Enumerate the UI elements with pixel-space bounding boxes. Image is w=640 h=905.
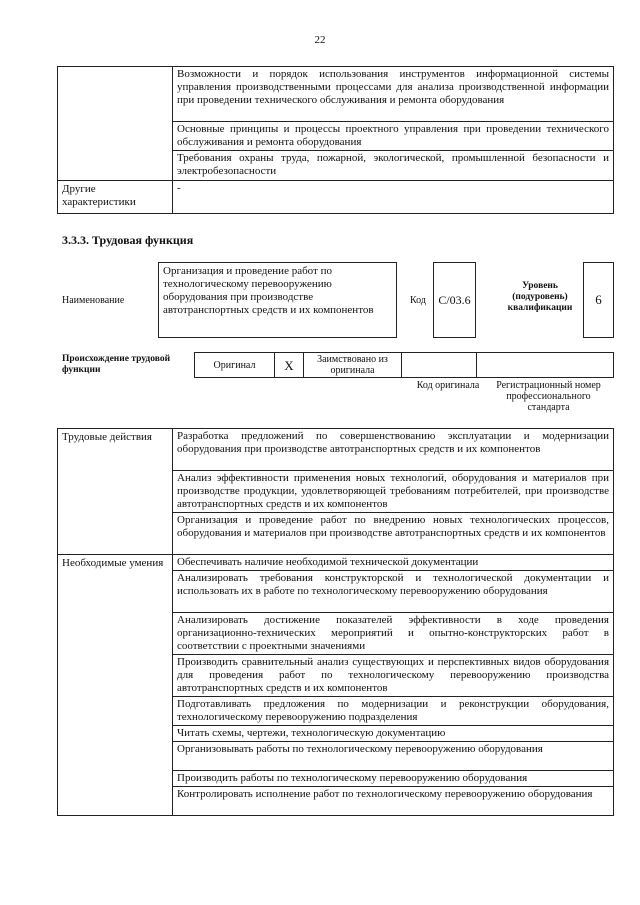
skill-item: Анализировать требования конструкторской и технологической документации и использовать их в работе по технологическому перевооружению оборудования [173,571,614,613]
labor-action-item: Анализ эффективности применения новых технологий, оборудования и материалов при производстве продукции, удовлетворяющей требованиям потребителей, при производстве автотранспортных средств и их компонентов [173,471,614,513]
labor-action-item: Разработка предложений по совершенствованию эксплуатации и модернизации оборудования при производстве автотранспортных средств и их компонентов [173,429,614,471]
function-table [57,428,614,816]
level-value-box: 6 [583,262,614,338]
knowledge-item: Требования охраны труда, пожарной, экологической, промышленной безопасности и электробезопасности [173,151,614,181]
labor-action-item: Организация и проведение работ по внедрению новых технологических процессов, оборудования и материалов при производстве автотранспортных средств и их компонентов [173,513,614,555]
code-original-caption: Код оригинала [416,380,480,391]
original-mark-cell: X [274,352,304,378]
empty-label-cell [58,67,173,181]
page-number: 22 [314,34,326,46]
origin-row [194,352,614,378]
skill-item: Производить сравнительный анализ существующих и перспективных видов оборудования для проведения работ по технологическому перевооружению производства автотранспортных средств и их компонентов [173,655,614,697]
skill-item: Читать схемы, чертежи, технологическую документацию [173,726,614,742]
name-label: Наименование [62,295,125,306]
level-label: Уровень (подуровень) квалификации [507,281,573,313]
borrowed-label-cell: Заимствовано из оригинала [303,352,402,378]
skill-item: Контролировать исполнение работ по технологическому перевооружению оборудования [173,787,614,816]
skills-label: Необходимые умения [58,555,173,816]
function-name-box: Организация и проведение работ по технологическому перевооружению оборудования при производстве автотранспортных средств и их компонентов [158,262,397,338]
skill-item: Производить работы по технологическому перевооружению оборудования [173,771,614,787]
knowledge-item: Основные принципы и процессы проектного управления при проведении технического обслуживания и ремонта оборудования [173,122,614,151]
table-row [58,67,614,122]
other-characteristics-value: - [173,181,614,214]
other-characteristics-label: Другие характеристики [58,181,173,214]
code-label: Код [410,295,426,306]
code-value-box: C/03.6 [433,262,476,338]
origin-label: Происхождение трудовой функции [62,354,171,375]
skill-item: Обеспечивать наличие необходимой технической документации [173,555,614,571]
table-row [58,555,614,571]
knowledge-table [57,66,614,214]
original-label-cell: Оригинал [194,352,275,378]
registration-number-caption: Регистрационный номер профессионального стандарта [496,380,601,413]
original-code-cell [401,352,477,378]
section-title: 3.3.3. Трудовая функция [62,233,194,247]
labor-actions-label: Трудовые действия [58,429,173,555]
knowledge-item: Возможности и порядок использования инструментов информационной системы управления производственными процессами для анализа производственной информации при проведении технического обслуживания и ремонта оборудования [173,67,614,122]
skill-item: Подготавливать предложения по модернизации и реконструкции оборудования, технологическому перевооружению подразделения [173,697,614,726]
skill-item: Анализировать достижение показателей эффективности в ходе проведения организационно-технических мероприятий и опытно-конструкторских работ в соответствии с проектными значениями [173,613,614,655]
registration-number-cell [476,352,614,378]
skill-item: Организовывать работы по технологическому перевооружению оборудования [173,742,614,771]
table-row [58,181,614,214]
table-row [58,429,614,471]
